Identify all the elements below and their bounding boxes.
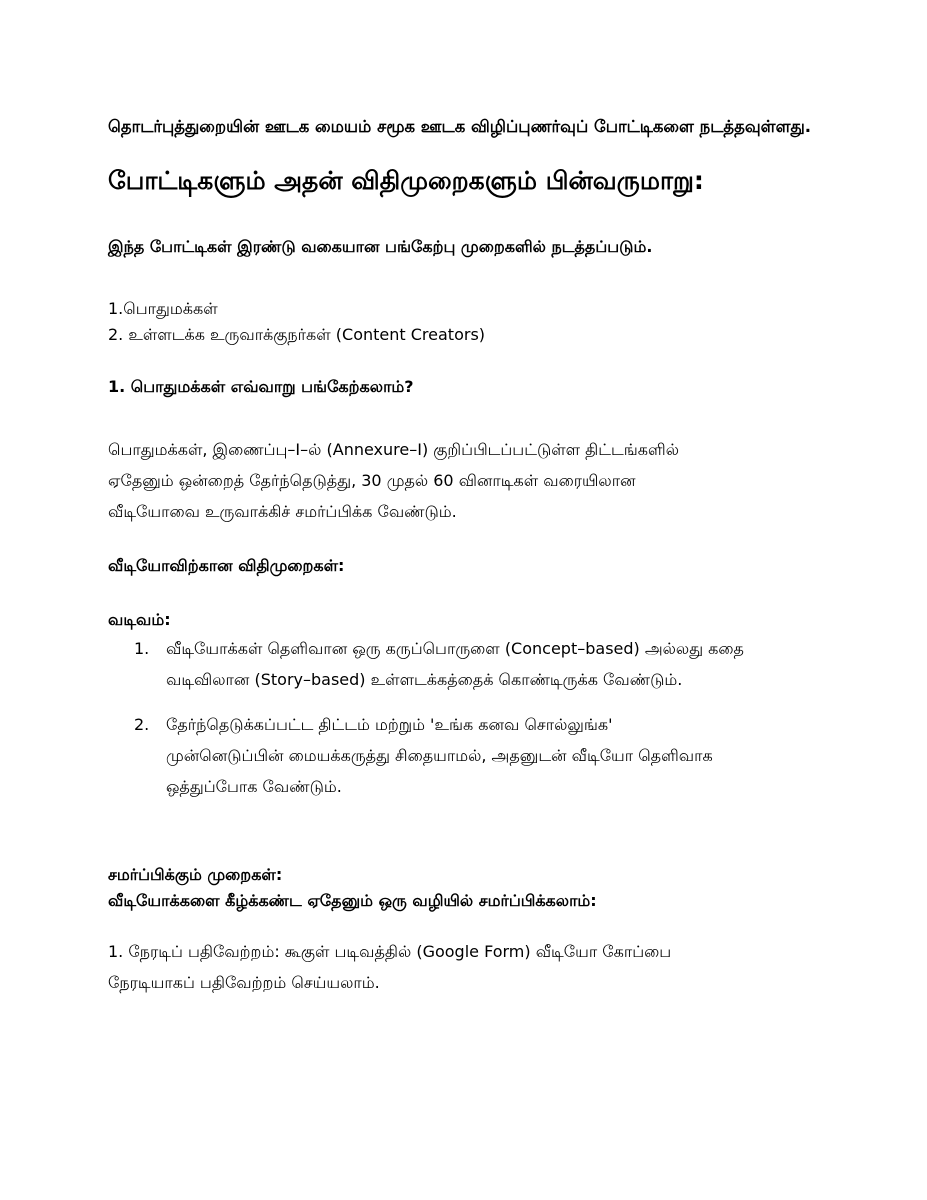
public-participation-heading: 1. பொதுமக்கள் எவ்வாறு பங்கேற்கலாம்?	[108, 377, 414, 396]
rule-number: 1.	[134, 639, 150, 658]
paragraph-line: ஏதேனும் ஒன்றைத் தேர்ந்தெடுத்து, 30 முதல் 60 வினாடிகள் வரையிலான	[108, 471, 636, 490]
rule-line: வடிவிலான (Story–based) உள்ளடக்கத்தைக் கொண்டிருக்க வேண்டும்.	[166, 670, 683, 689]
categories-list	[108, 296, 826, 348]
submission-subheading: வீடியோக்களை கீழ்க்கண்ட ஏதேனும் ஒரு வழியில் சமர்ப்பிக்கலாம்:	[108, 891, 597, 910]
rule-line: வீடியோக்கள் தெளிவான ஒரு கருப்பொருளை (Concept–based) அல்லது கதை	[166, 639, 744, 658]
format-heading: வடிவம்:	[108, 610, 171, 629]
rule-line: முன்னெடுப்பின் மையக்கருத்து சிதையாமல், அதனுடன் வீடியோ தெளிவாக	[166, 746, 713, 765]
submission-section	[108, 862, 826, 914]
paragraph-line: வீடியோவை உருவாக்கிச் சமர்ப்பிக்க வேண்டும்.	[108, 502, 457, 521]
category-item: 1.பொதுமக்கள்	[108, 299, 218, 318]
rule-item	[108, 633, 826, 695]
submission-line: நேரடியாகப் பதிவேற்றம் செய்யலாம்.	[108, 973, 380, 992]
video-rules-heading: வீடியோவிற்கான விதிமுறைகள்:	[108, 556, 345, 575]
category-item: 2. உள்ளடக்க உருவாக்குநர்கள் (Content Creators)	[108, 325, 486, 344]
paragraph-line: பொதுமக்கள், இணைப்பு–I–ல் (Annexure–I) குறிப்பிடப்பட்டுள்ள திட்டங்களில்	[108, 440, 679, 459]
rule-item	[108, 709, 826, 802]
document-page	[108, 110, 826, 998]
submission-line: 1. நேரடிப் பதிவேற்றம்: கூகுள் படிவத்தில் (Google Form) வீடியோ கோப்பை	[108, 942, 672, 961]
submission-item	[108, 936, 826, 998]
rules-main-heading: போட்டிகளும் அதன் விதிமுறைகளும் பின்வருமாறு:	[108, 166, 704, 195]
intro-paragraph: தொடர்புத்துறையின் ஊடக மையம் சமூக ஊடக விழிப்புணர்வுப் போட்டிகளை நடத்தவுள்ளது.	[108, 117, 812, 136]
categories-heading: இந்த போட்டிகள் இரண்டு வகையான பங்கேற்பு முறைகளில் நடத்தப்படும்.	[108, 237, 653, 256]
format-rules-list	[108, 633, 826, 802]
rule-number: 2.	[134, 715, 150, 734]
rule-line: தேர்ந்தெடுக்கப்பட்ட திட்டம் மற்றும் 'உங்க கனவ சொல்லுங்க'	[166, 715, 613, 734]
rule-line: ஒத்துப்போக வேண்டும்.	[166, 777, 342, 796]
submission-heading: சமர்ப்பிக்கும் முறைகள்:	[108, 865, 283, 884]
public-paragraph	[108, 434, 826, 527]
